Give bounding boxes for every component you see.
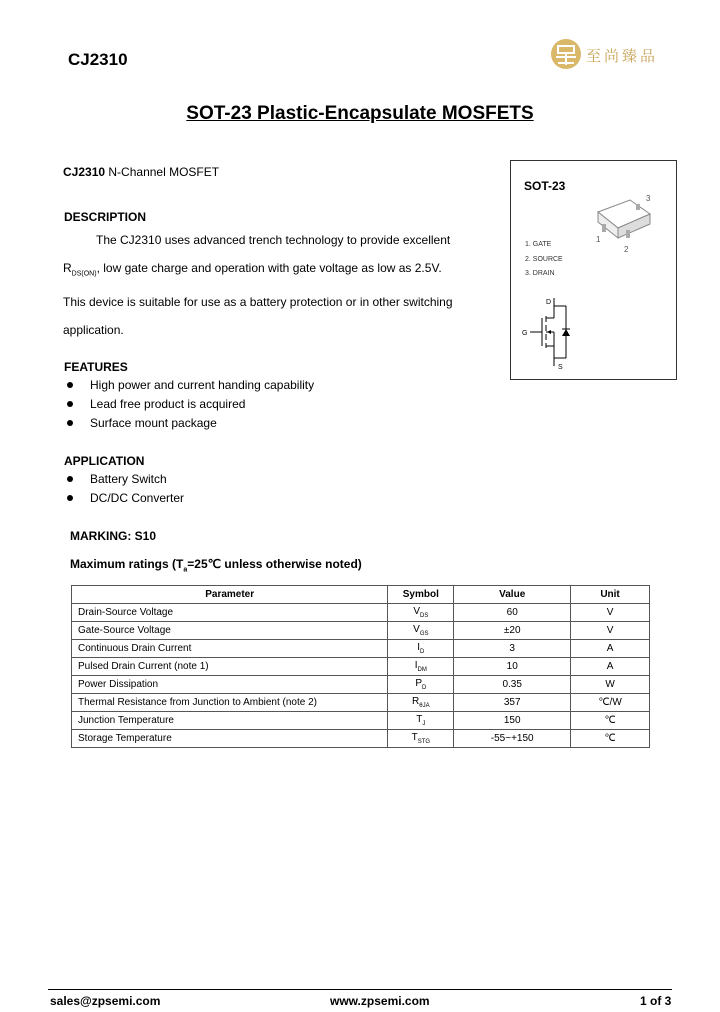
value-cell: -55~+150 <box>454 730 571 748</box>
symbol-cell <box>388 622 454 640</box>
footer-divider <box>48 989 672 990</box>
symbol-subscript: STG <box>417 739 431 745</box>
subtitle-part: CJ2310 <box>63 165 106 179</box>
parameter-cell: Pulsed Drain Current (note 1) <box>72 658 388 676</box>
symbol-subscript: J <box>422 721 426 727</box>
terminal-d-label: D <box>546 299 552 306</box>
parameter-cell: Gate-Source Voltage <box>72 622 388 640</box>
marking: MARKING: S10 <box>70 529 157 543</box>
subtitle <box>63 165 219 179</box>
symbol-letter: V <box>413 624 420 635</box>
features-heading: FEATURES <box>64 360 128 374</box>
symbol-letter: R <box>412 696 420 707</box>
symbol-cell <box>388 604 454 622</box>
col-symbol: Symbol <box>388 586 454 604</box>
parameter-cell: Drain-Source Voltage <box>72 604 388 622</box>
symbol-letter: T <box>411 732 418 743</box>
description-line2: $R_{DS(ON)}$, low gate charge and operation with gate voltage as low as 2.5V. <box>63 261 442 278</box>
col-unit: Unit <box>571 586 650 604</box>
description-heading: DESCRIPTION <box>64 210 147 224</box>
ratings-heading: Maximum ratings ($T_a=25℃$ unless otherwise noted) <box>70 557 362 574</box>
table-row <box>72 658 650 676</box>
parameter-cell: Junction Temperature <box>72 712 388 730</box>
unit-cell: A <box>571 640 650 658</box>
parameter-cell: Continuous Drain Current <box>72 640 388 658</box>
footer-website[interactable]: www.zpsemi.com <box>330 994 430 1008</box>
symbol-cell <box>388 658 454 676</box>
description-line4: application. <box>63 323 124 338</box>
symbol-subscript: D <box>422 685 427 691</box>
application-list <box>63 470 184 508</box>
part-number: CJ2310 <box>68 50 128 69</box>
symbol-cell <box>388 694 454 712</box>
unit-cell: W <box>571 676 650 694</box>
list-item: High power and current handing capability <box>63 376 314 395</box>
symbol-cell <box>388 730 454 748</box>
value-cell: 0.35 <box>454 676 571 694</box>
symbol-cell <box>388 676 454 694</box>
table-header-row <box>72 586 650 604</box>
symbol-cell <box>388 640 454 658</box>
col-parameter: Parameter <box>72 586 388 604</box>
table-row <box>72 712 650 730</box>
max-ratings-table <box>71 585 650 748</box>
description-body <box>63 226 483 344</box>
table-row <box>72 694 650 712</box>
unit-cell: ℃ <box>571 730 650 748</box>
description-line1: The CJ2310 uses advanced trench technology to provide excellent <box>96 233 451 247</box>
parameter-cell: Power Dissipation <box>72 676 388 694</box>
list-item: DC/DC Converter <box>63 489 184 508</box>
pin1 <box>602 224 606 232</box>
unit-cell: ℃ <box>571 712 650 730</box>
col-value: Value <box>454 586 571 604</box>
value-cell: 60 <box>454 604 571 622</box>
list-item: Battery Switch <box>63 470 184 489</box>
subtitle-type: N-Channel MOSFET <box>108 165 220 179</box>
pin-label-source: 2. SOURCE <box>525 256 563 263</box>
features-list <box>63 376 314 433</box>
description-line3: This device is suitable for use as a battery protection or in other switching <box>63 295 453 310</box>
logo-text: 至尚臻品 <box>586 47 659 65</box>
value-cell: 150 <box>454 712 571 730</box>
symbol-cell <box>388 712 454 730</box>
symbol-letter: P <box>415 678 422 689</box>
table-row <box>72 730 650 748</box>
symbol-letter: I <box>414 660 418 671</box>
pin-label-gate: 1. GATE <box>525 241 552 248</box>
value-cell: 3 <box>454 640 571 658</box>
application-heading: APPLICATION <box>64 454 145 468</box>
value-cell: ±20 <box>454 622 571 640</box>
footer-email[interactable]: sales@zpsemi.com <box>50 994 161 1008</box>
list-item: Surface mount package <box>63 414 314 433</box>
symbol-letter: I <box>417 642 421 653</box>
symbol-letter: V <box>413 606 420 617</box>
unit-cell: V <box>571 604 650 622</box>
pin-label-drain: 3. DRAIN <box>525 270 555 277</box>
sot23-package-drawing <box>590 192 665 262</box>
pin-number-2: 2 <box>624 245 629 254</box>
value-cell: 10 <box>454 658 571 676</box>
parameter-cell: Storage Temperature <box>72 730 388 748</box>
pin2 <box>626 230 630 238</box>
mosfet-symbol <box>520 294 580 372</box>
page-title: SOT-23 Plastic-Encapsulate MOSFETS <box>186 103 534 124</box>
table-row <box>72 676 650 694</box>
table-row <box>72 622 650 640</box>
symbol-subscript: θJA <box>419 703 430 709</box>
symbol-subscript: D <box>420 649 425 655</box>
list-item: Lead free product is acquired <box>63 395 314 414</box>
unit-cell: V <box>571 622 650 640</box>
table-row <box>72 604 650 622</box>
package-title: SOT-23 <box>524 179 566 193</box>
pin3 <box>636 204 640 210</box>
symbol-subscript: DM <box>417 667 427 673</box>
terminal-g-label: G <box>522 330 528 337</box>
parameter-cell: Thermal Resistance from Junction to Ambient (note 2) <box>72 694 388 712</box>
symbol-letter: T <box>416 714 423 725</box>
unit-cell: A <box>571 658 650 676</box>
terminal-s-label: S <box>558 364 563 371</box>
table-row <box>72 640 650 658</box>
symbol-subscript: DS <box>420 613 429 619</box>
value-cell: 357 <box>454 694 571 712</box>
pin-number-1: 1 <box>596 235 601 244</box>
footer-page-number: 1 of 3 <box>640 994 672 1008</box>
unit-cell: ℃/W <box>571 694 650 712</box>
pin-number-3: 3 <box>646 194 651 203</box>
symbol-subscript: GS <box>419 631 429 637</box>
